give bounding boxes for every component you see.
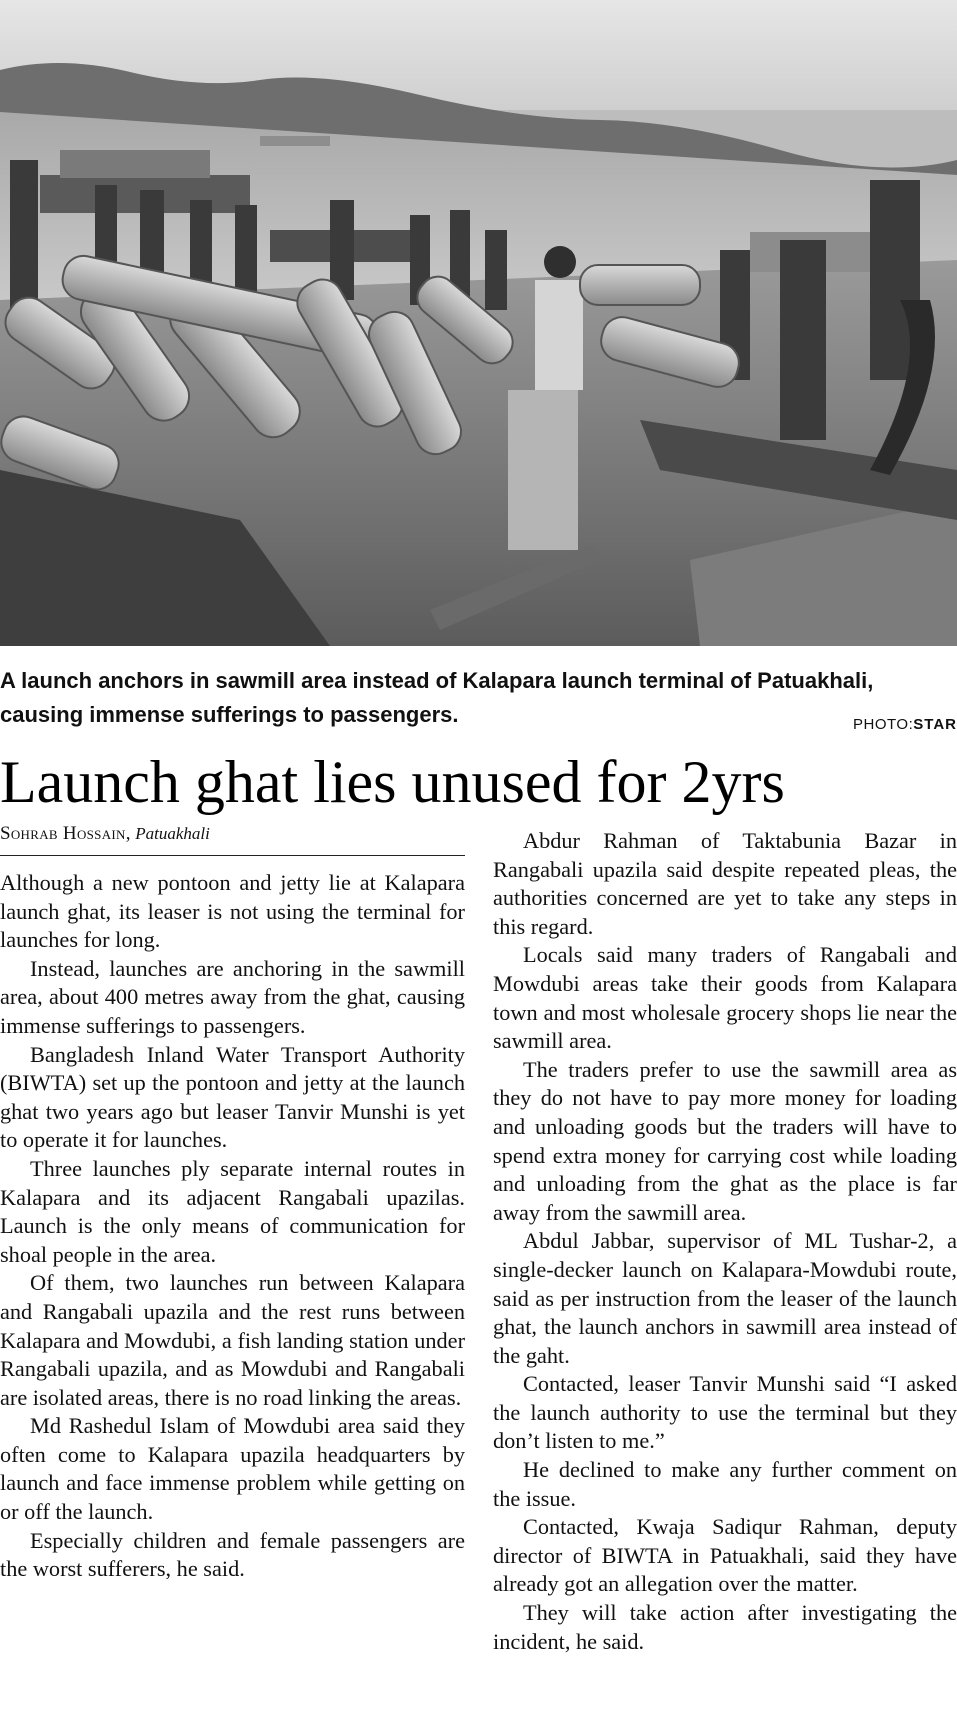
article-column-1	[0, 869, 465, 1584]
sawmill-scene-image	[0, 0, 957, 646]
paragraph: He declined to make any further comment on the issue.	[493, 1457, 957, 1511]
photo-credit-prefix: PHOTO:	[853, 716, 914, 733]
byline	[0, 823, 210, 845]
paragraph: Instead, launches are anchoring in the sawmill area, about 400 metres away from the ghat, causing immense sufferings to passengers.	[0, 955, 465, 1038]
caption-line-1: A launch anchors in sawmill area instead of Kalapara launch terminal of Patuakhali,	[0, 668, 874, 693]
paragraph: Although a new pontoon and jetty lie at Kalapara launch ghat, its leaser is not using the terminal for launches for long.	[0, 870, 465, 953]
photo-credit-source: STAR	[913, 716, 957, 733]
paragraph: Abdur Rahman of Taktabunia Bazar in Rangabali upazila said despite repeated pleas, the authorities concerned are yet to take any steps in this regard.	[493, 828, 957, 939]
paragraph: Three launches ply separate internal routes in Kalapara and its adjacent Rangabali upazilas. Launch is the only means of communication for shoal people in the area.	[0, 1155, 465, 1267]
paragraph: Bangladesh Inland Water Transport Authority (BIWTA) set up the pontoon and jetty at the launch ghat two years ago but leaser Tanvir Munshi is yet to operate it for launches.	[0, 1041, 465, 1153]
paragraph: They will take action after investigating the incident, he said.	[493, 1600, 957, 1654]
paragraph: Locals said many traders of Rangabali and Mowdubi areas take their goods from Kalapara town and most wholesale grocery shops lie near the sawmill area.	[493, 942, 957, 1054]
paragraph: Especially children and female passengers are the worst sufferers, he said.	[0, 1527, 465, 1582]
article-column-2	[493, 827, 957, 1656]
caption-line-2: causing immense sufferings to passengers.	[0, 702, 459, 727]
byline-rule	[0, 855, 465, 856]
headline: Launch ghat lies unused for 2yrs	[0, 749, 785, 815]
paragraph: Abdul Jabbar, supervisor of ML Tushar-2, a single-decker launch on Kalapara-Mowdubi route, said as per instruction from the leaser of the launch ghat, the launch anchors in sawmill area instead of the gaht.	[493, 1228, 957, 1368]
paragraph: Contacted, leaser Tanvir Munshi said “I asked the launch authority to use the terminal but they don’t listen to me.”	[493, 1371, 957, 1454]
byline-place: Patuakhali	[135, 824, 210, 843]
photo-credit	[853, 716, 957, 733]
byline-author: Sohrab Hossain,	[0, 823, 131, 844]
paragraph: The traders prefer to use the sawmill area as they do not have to pay more money for loading and unloading goods but the traders will have to spend extra money for carrying cost while loading and unloading from the ghat as the place is far away from the sawmill area.	[493, 1056, 957, 1225]
paragraph: Of them, two launches run between Kalapara and Rangabali upazila and the rest runs between Kalapara and Mowdubi, a fish landing station under Rangabali upazila, and as Mowdubi and Rangabali are isolated areas, there is no road linking the areas.	[0, 1270, 465, 1410]
paragraph: Md Rashedul Islam of Mowdubi area said they often come to Kalapara upazila headquarters by launch and face immense problem while getting on or off the launch.	[0, 1413, 465, 1525]
photo-caption	[0, 664, 957, 732]
paragraph: Contacted, Kwaja Sadiqur Rahman, deputy director of BIWTA in Patuakhali, said they have already got an allegation over the matter.	[493, 1514, 957, 1597]
news-photo	[0, 0, 957, 646]
